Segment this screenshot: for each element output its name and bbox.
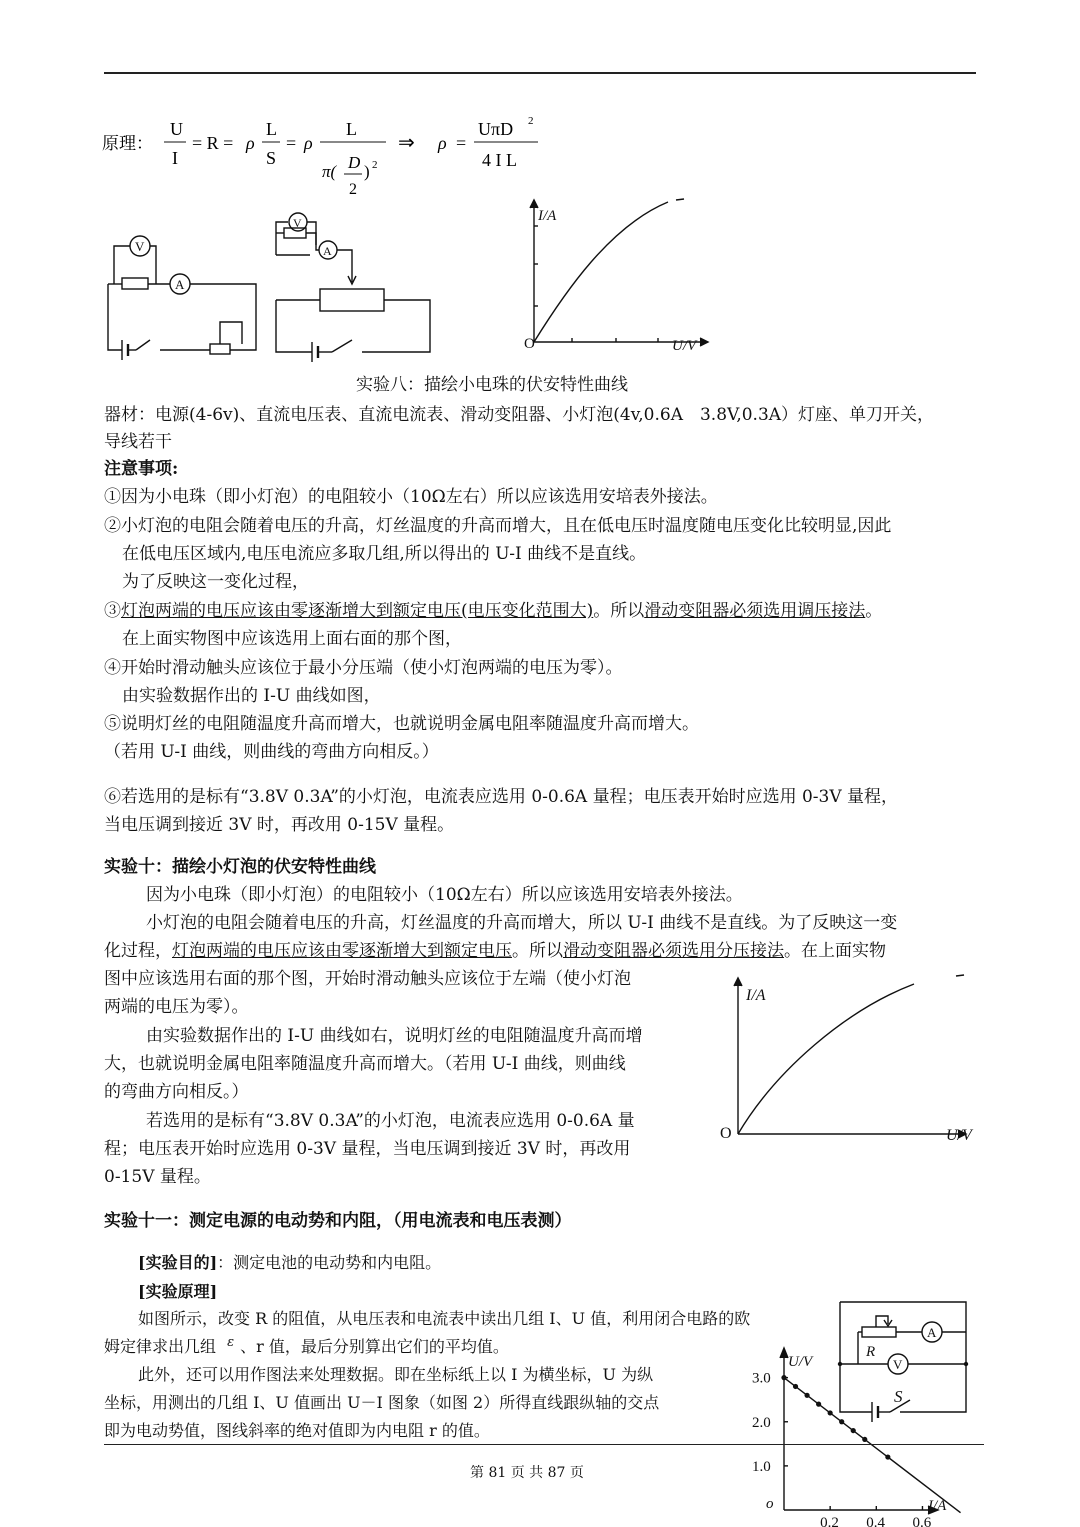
y-axis-label-1: I/A (538, 208, 557, 224)
chart-y-label: U/V (788, 1354, 813, 1370)
data-point (793, 1384, 798, 1389)
exp8-equipment-2: 导线若干 (104, 432, 172, 452)
svg-text:U: U (170, 119, 183, 139)
x-tick-label: 0.2 (820, 1515, 839, 1527)
exp10-p2a: 小灯泡的电阻会随着电压的升高，灯丝温度的升高而增大，所以 U-I 曲线不是直线。为了反映这一变 (146, 913, 898, 933)
exp8-note-3b: 在上面实物图中应该选用上面右面的那个图， (122, 629, 462, 649)
svg-text:=: = (286, 133, 297, 153)
exp10-p1: 因为小电珠（即小灯泡）的电阻较小（10Ω左右）所以应该选用安培表外接法。 (146, 885, 743, 905)
resistor-label: R (866, 1344, 876, 1360)
svg-text:S: S (266, 148, 277, 168)
svg-text:L: L (266, 119, 277, 139)
exp11-p2a: 此外，还可以用作图法来处理数据。即在坐标纸上以 I 为横坐标，U 为纵 (138, 1365, 654, 1384)
data-point (804, 1393, 809, 1398)
exp8-notes-title: 注意事项: (104, 459, 179, 479)
x-axis-label-1: U/V (672, 338, 697, 354)
exp8-note-4b: 由实验数据作出的 I-U 曲线如图， (122, 686, 381, 706)
chart-origin-label: o (766, 1496, 774, 1512)
exp10-title: 实验十：描绘小灯泡的伏安特性曲线 (104, 857, 376, 877)
y-tick-label: 1.0 (752, 1458, 771, 1475)
exp10-p4a: 若选用的是标有“3.8V 0.3A”的小灯泡，电流表应选用 0-0.6A 量 (146, 1111, 635, 1131)
exp10-p3a: 由实验数据作出的 I-U 曲线如右，说明灯丝的电阻随温度升高而增 (146, 1026, 643, 1046)
svg-text:): ) (364, 162, 370, 181)
y-axis-label-2: I/A (746, 987, 766, 1004)
circuit-diagram-external (100, 232, 260, 362)
exp10-p4b: 程；电压表开始时应选用 0-3V 量程，当电压调到接近 3V 时，再改用 (104, 1139, 631, 1159)
exp11-title: 实验十一：测定电源的电动势和内阻，（用电流表和电压表测） (104, 1211, 572, 1231)
y-tick-label: 2.0 (752, 1414, 771, 1431)
svg-text:D: D (348, 153, 361, 172)
origin-label-1: O (524, 336, 535, 352)
svg-text:UπD: UπD (478, 119, 514, 139)
fit-line (784, 1378, 961, 1513)
y-tick-label: 3.0 (752, 1370, 771, 1387)
svg-text:2: 2 (349, 181, 357, 198)
page-footer: 第 81 页 共 87 页 (470, 1465, 584, 1481)
data-point (839, 1419, 844, 1424)
exp8-note-2c: 为了反映这一变化过程， (122, 572, 309, 592)
exp11-p1b: 姆定律求出几组 $^\varepsilon$ 、r 值，最后分别算出它们的平均值。 (104, 1335, 509, 1356)
iu-curve-graph-2 (716, 970, 986, 1148)
ammeter-label-3: A (927, 1325, 937, 1340)
exp10-p3c: 的弯曲方向相反。） (104, 1082, 249, 1102)
data-point (885, 1454, 890, 1459)
svg-text:π(: π( (322, 162, 337, 181)
exp11-principle-label: [实验原理] (138, 1282, 218, 1301)
svg-text:L: L (346, 119, 357, 139)
resistivity-formula (100, 112, 580, 204)
x-tick-label: 0.6 (912, 1515, 932, 1527)
u-i-chart (740, 1346, 960, 1526)
exp11-purpose: [实验目的]：测定电池的电动势和内电阻。 (138, 1253, 442, 1272)
epsilon-symbol: ε (227, 1335, 235, 1350)
exp8-note-5: ⑤说明灯丝的电阻随温度升高而增大，也就说明金属电阻率随温度升高而增大。 (104, 714, 699, 734)
svg-text:ρ: ρ (246, 133, 255, 153)
header-rule (104, 72, 976, 74)
footer-rule (104, 1444, 984, 1445)
exp10-p2c: 图中应该选用右面的那个图，开始时滑动触头应该位于左端（使小灯泡 (104, 969, 631, 989)
exp8-note-6a: ⑥若选用的是标有“3.8V 0.3A”的小灯泡，电流表应选用 0-0.6A 量程；电压表开始时应选用 0-3V 量程， (104, 787, 899, 807)
exp8-note-1: ①因为小电珠（即小灯泡）的电阻较小（10Ω左右）所以应该选用安培表外接法。 (104, 487, 718, 507)
svg-text:I: I (172, 148, 178, 168)
data-point (828, 1410, 833, 1415)
svg-text:2: 2 (528, 115, 534, 127)
exp8-note-2a: ②小灯泡的电阻会随着电压的升高，灯丝温度的升高而增大，且在低电压时温度随电压变化比较明显,因此 (104, 516, 892, 536)
circuit-diagram-divider (272, 210, 437, 360)
ammeter-label-2: A (323, 244, 332, 258)
formula-label: 原理： (102, 134, 153, 153)
svg-text:⇒: ⇒ (398, 132, 415, 154)
svg-text:= R =: = R = (192, 133, 234, 153)
exp8-note-6b: 当电压调到接近 3V 时，再改用 0-15V 量程。 (104, 815, 455, 835)
svg-text:4 I L: 4 I L (482, 150, 517, 170)
voltmeter-label-1: V (135, 239, 145, 254)
ammeter-label-1: A (175, 277, 185, 292)
exp10-p2b: 化过程，灯泡两端的电压应该由零逐渐增大到额定电压。所以滑动变阻器必须选用分压接法。在上面实物 (104, 941, 886, 961)
x-tick-label: 0.4 (866, 1515, 886, 1527)
svg-text:2: 2 (372, 159, 378, 171)
svg-text:ρ: ρ (438, 133, 447, 153)
exp8-note-3: ③灯泡两端的电压应该由零逐渐增大到额定电压(电压变化范围大)。所以滑动变阻器必须选用调压接法。 (104, 601, 883, 621)
exp8-equipment-1: 器材：电源(4-6v)、直流电压表、直流电流表、滑动变阻器、小灯泡(4v,0.6A 3.8V,0.3A）灯座、单刀开关， (104, 405, 935, 425)
exp11-p1a: 如图所示，改变 R 的阻值，从电压表和电流表中读出几组 I、U 值，利用闭合电路的欧 (138, 1309, 751, 1328)
exp10-p4c: 0-15V 量程。 (104, 1167, 211, 1187)
chart-y-arrow (780, 1348, 788, 1358)
voltmeter-label-3: V (893, 1357, 903, 1372)
data-point (862, 1437, 867, 1442)
data-point (851, 1428, 856, 1433)
exp8-note-2b: 在低电压区域内,电压电流应多取几组,所以得出的 U-I 曲线不是直线。 (122, 544, 647, 564)
exp8-note-5b: （若用 U-I 曲线，则曲线的弯曲方向相反。） (104, 742, 439, 762)
iu-curve-graph-1 (520, 196, 720, 356)
svg-text:=: = (456, 133, 467, 153)
origin-label-2: O (720, 1125, 732, 1142)
x-axis-label-2: U/V (946, 1127, 972, 1144)
exp8-caption: 实验八：描绘小电珠的伏安特性曲线 (356, 375, 628, 395)
exp10-p2d: 两端的电压为零）。 (104, 997, 249, 1017)
switch-label: S (894, 1387, 903, 1406)
exp10-p3b: 大，也就说明金属电阻率随温度升高而增大。（若用 U-I 曲线，则曲线 (104, 1054, 626, 1074)
chart-x-label: I/A (928, 1498, 947, 1514)
exp8-note-4: ④开始时滑动触头应该位于最小分压端（使小灯泡两端的电压为零）。 (104, 658, 623, 678)
data-point (781, 1375, 786, 1380)
exp11-p2c: 即为电动势值，图线斜率的绝对值即为内电阻 r 的值。 (104, 1421, 490, 1440)
exp11-p2b: 坐标，用测出的几组 I、U 值画出 U－I 图象（如图 2）所得直线跟纵轴的交点 (104, 1393, 660, 1412)
svg-text:ρ: ρ (304, 133, 313, 153)
data-point (816, 1402, 821, 1407)
voltmeter-label-2: V (293, 216, 302, 230)
